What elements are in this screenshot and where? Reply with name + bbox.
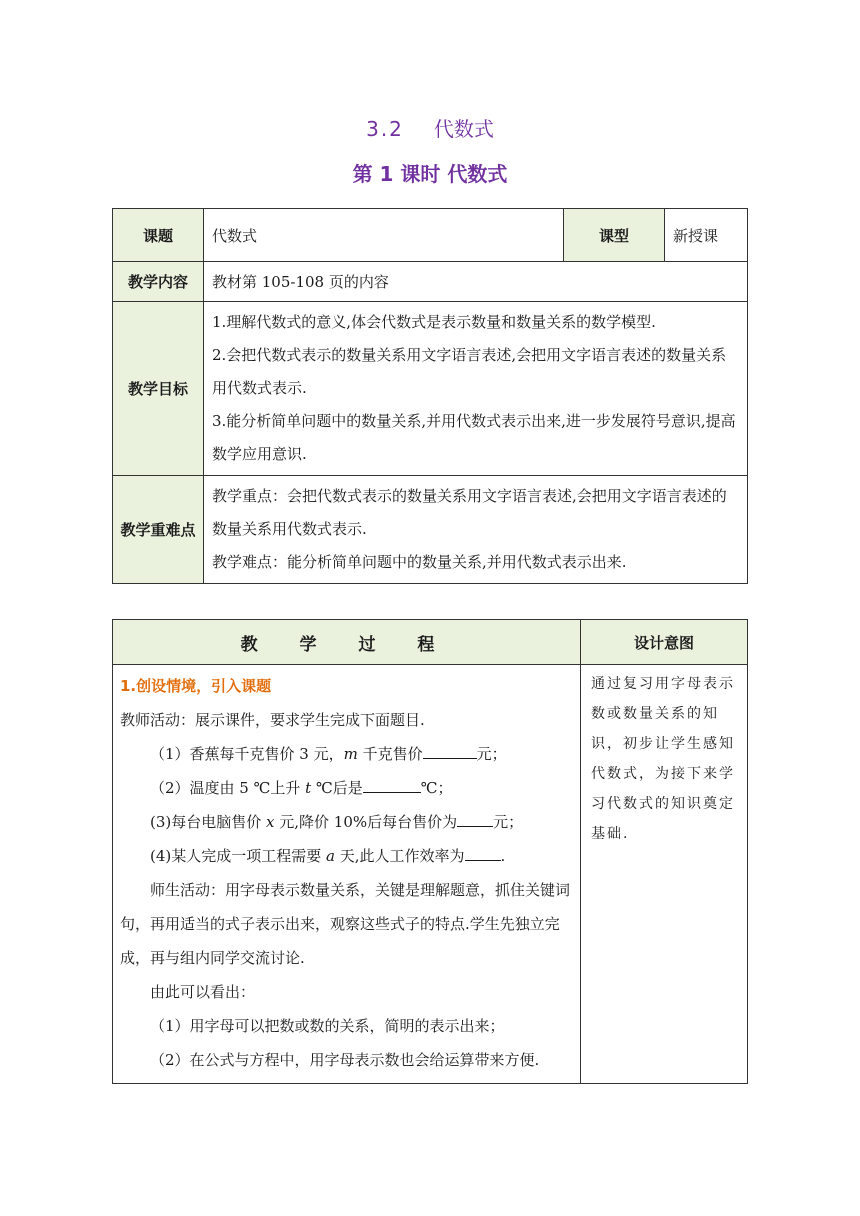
conclusion-intro: 由此可以看出：: [150, 983, 256, 1001]
process-header: 教 学 过 程: [113, 620, 581, 665]
question-1: （1）香蕉每千克售价 3 元，m 千克售价 元；: [150, 745, 507, 763]
topic-value: 代数式: [204, 209, 564, 262]
teacher-student-activity: 师生活动：用字母表示数量关系，关键是理解题意，抓住关键词句，再用适当的式子表示出来，观察这些式子的特点.学生先独立完成，再与组内同学交流讨论.: [120, 881, 571, 967]
keypoints-label: 教学重难点: [113, 476, 204, 584]
lesson-info-table: [112, 208, 748, 584]
section-title: [0, 113, 860, 142]
design-intent-header: 设计意图: [581, 620, 748, 665]
lesson-title: 第 1 课时 代数式: [352, 162, 508, 186]
teacher-activity: 教师活动：展示课件，要求学生完成下面题目.: [120, 711, 425, 729]
teaching-process-table: [112, 619, 748, 1084]
goal-item: 3.能分析简单问题中的数量关系,并用代数式表示出来,进一步发展符号意识,提高数学应用意识.: [212, 412, 736, 463]
goal-item: 2.会把代数式表示的数量关系用文字语言表述,会把用文字语言表述的数量关系用代数式表示.: [212, 346, 727, 397]
conclusion-2: （2）在公式与方程中，用字母表示数也会给运算带来方便.: [150, 1051, 540, 1069]
process-content: [113, 665, 581, 1084]
section-name: 代数式: [433, 117, 494, 141]
difficult-point: 教学难点：能分析简单问题中的数量关系,并用代数式表示出来.: [212, 553, 627, 571]
topic-label: 课题: [113, 209, 204, 262]
answer-blank: [457, 811, 493, 827]
answer-blank: [363, 777, 421, 793]
section-number: 3.2: [366, 117, 404, 141]
content-label: 教学内容: [113, 262, 204, 302]
goals-label: 教学目标: [113, 302, 204, 476]
goal-item: 1.理解代数式的意义,体会代数式是表示数量和数量关系的数学模型.: [212, 313, 656, 331]
design-intent-text: 通过复习用字母表示数或数量关系的知识，初步让学生感知代数式，为接下来学习代数式的知识奠定基础.: [581, 665, 748, 1084]
keypoints-cell: [204, 476, 748, 584]
answer-blank: [423, 743, 477, 759]
question-2: （2）温度由 5 ℃上升 t ℃后是 ℃；: [150, 779, 453, 797]
question-4: (4)某人完成一项工程需要 a 天,此人工作效率为 .: [150, 847, 506, 865]
conclusion-1: （1）用字母可以把数或数的关系，简明的表示出来；: [150, 1017, 505, 1035]
type-label: 课型: [564, 209, 665, 262]
answer-blank: [465, 845, 501, 861]
type-value: 新授课: [665, 209, 748, 262]
question-3: (3)每台电脑售价 x 元,降价 10%后每台售价为 元；: [150, 813, 524, 831]
key-point: 教学重点：会把代数式表示的数量关系用文字语言表述,会把用文字语言表述的数量关系用代数式表示.: [212, 487, 727, 538]
content-value: 教材第 105-108 页的内容: [204, 262, 748, 302]
section1-title: 1.创设情境，引入课题: [120, 677, 272, 695]
goals-cell: [204, 302, 748, 476]
